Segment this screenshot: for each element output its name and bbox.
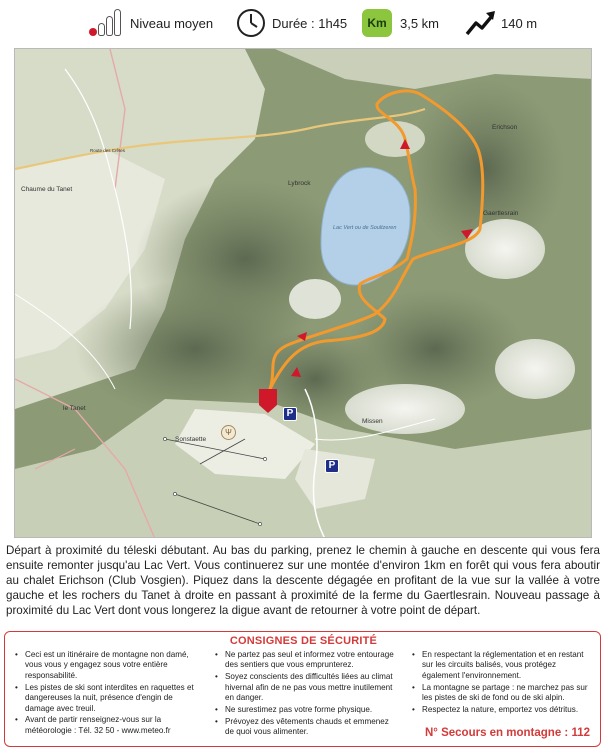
safety-item: • Ceci est un itinéraire de montagne non damé, vous vous y engagez sous votre entière responsabilité.: [13, 650, 199, 681]
distance-label: 3,5 km: [400, 15, 440, 31]
elevation: [465, 7, 537, 39]
parking-icon[interactable]: P: [325, 459, 339, 473]
emergency-number[interactable]: N° Secours en montagne : 112: [424, 727, 590, 739]
safety-item: • La montagne se partage : ne marchez pas sur les pistes de ski de fond ou de ski alpin.: [410, 683, 594, 704]
trail-map[interactable]: [14, 48, 592, 538]
label-chaume-du-tanet: Chaume du Tanet: [21, 186, 73, 193]
safety-box: [4, 631, 601, 747]
label-gaertlesrain: Gaertlesrain: [483, 210, 519, 217]
clock-icon: [236, 8, 266, 38]
info-header: [0, 0, 606, 46]
safety-item: • Ne partez pas seul et informez votre entourage des sentiers que vous emprunterez.: [213, 650, 399, 671]
distance: [362, 7, 439, 39]
label-route-des-cretes: Route des Crêtes: [90, 148, 126, 153]
difficulty-label: Niveau moyen: [130, 15, 214, 31]
parking-icon[interactable]: P: [283, 407, 297, 421]
auberge-icon[interactable]: Ψ: [221, 425, 236, 440]
map-terrain: [15, 49, 592, 538]
label-lac-vert: Lac Vert ou de Soultzeren: [333, 225, 397, 231]
label-lybrock: Lybrock: [288, 180, 311, 187]
km-badge-icon: Km: [362, 9, 392, 37]
safety-item: • Les pistes de ski sont interdites en raquettes et dangereuses la nuit, présence d'engin de damage avec treuil.: [13, 683, 199, 714]
elevation-arrow-icon: [465, 9, 497, 37]
safety-item: • Ne surestimez pas votre forme physique.: [213, 705, 399, 715]
safety-item: • Prévoyez des vêtements chauds et emmenez de quoi vous alimenter.: [213, 717, 399, 738]
safety-column-1: [13, 650, 199, 738]
safety-item: • Soyez conscients des difficultés liées au climat hivernal afin de ne pas vous mettre inutilement en danger.: [213, 672, 399, 703]
route-description: Départ à proximité du téleski débutant. Au bas du parking, prenez le chemin à gauche en descente qui vous fera ensuite remonter jusqu'au Lac Vert. Vous continuerez sur une montée d'environ 1km en forêt qui vous fera aboutir au chalet Erichson (Club Vosgien). Piquez dans la descente dégagée en profitant de la vue sur la vallée à votre gauche et les rochers du Tanet à droite en passant à proximité de la ferme du Gaertlesrain. Nouveau passage à proximité du Lac Vert dont vous longerez la digue avant de retourner à votre point de départ.: [6, 544, 600, 617]
start-finish-marker[interactable]: [259, 389, 277, 413]
duration: [236, 7, 347, 39]
label-missen: Missen: [362, 418, 383, 425]
label-sonstaette: Sonstaette: [175, 436, 207, 443]
label-le-tanet: le Tanet: [63, 405, 86, 412]
safety-column-3: [410, 650, 594, 717]
difficulty-bars-icon: [92, 8, 122, 38]
elevation-label: 140 m: [501, 15, 538, 31]
duration-label: Durée : 1h45: [272, 15, 348, 31]
difficulty-level: [92, 7, 213, 39]
safety-column-2: [213, 650, 399, 739]
safety-item: • Avant de partir renseignez-vous sur la météorologie : Tél. 32 50 - www.meteo.fr: [13, 715, 199, 736]
safety-item: • En respectant la réglementation et en restant sur les circuits balisés, vous protégez également l'environnement.: [410, 650, 594, 681]
label-erichson: Erichson: [492, 124, 518, 131]
safety-title: CONSIGNES DE SÉCURITÉ: [229, 635, 378, 647]
safety-item: • Respectez la nature, emportez vos détritus.: [410, 705, 594, 715]
